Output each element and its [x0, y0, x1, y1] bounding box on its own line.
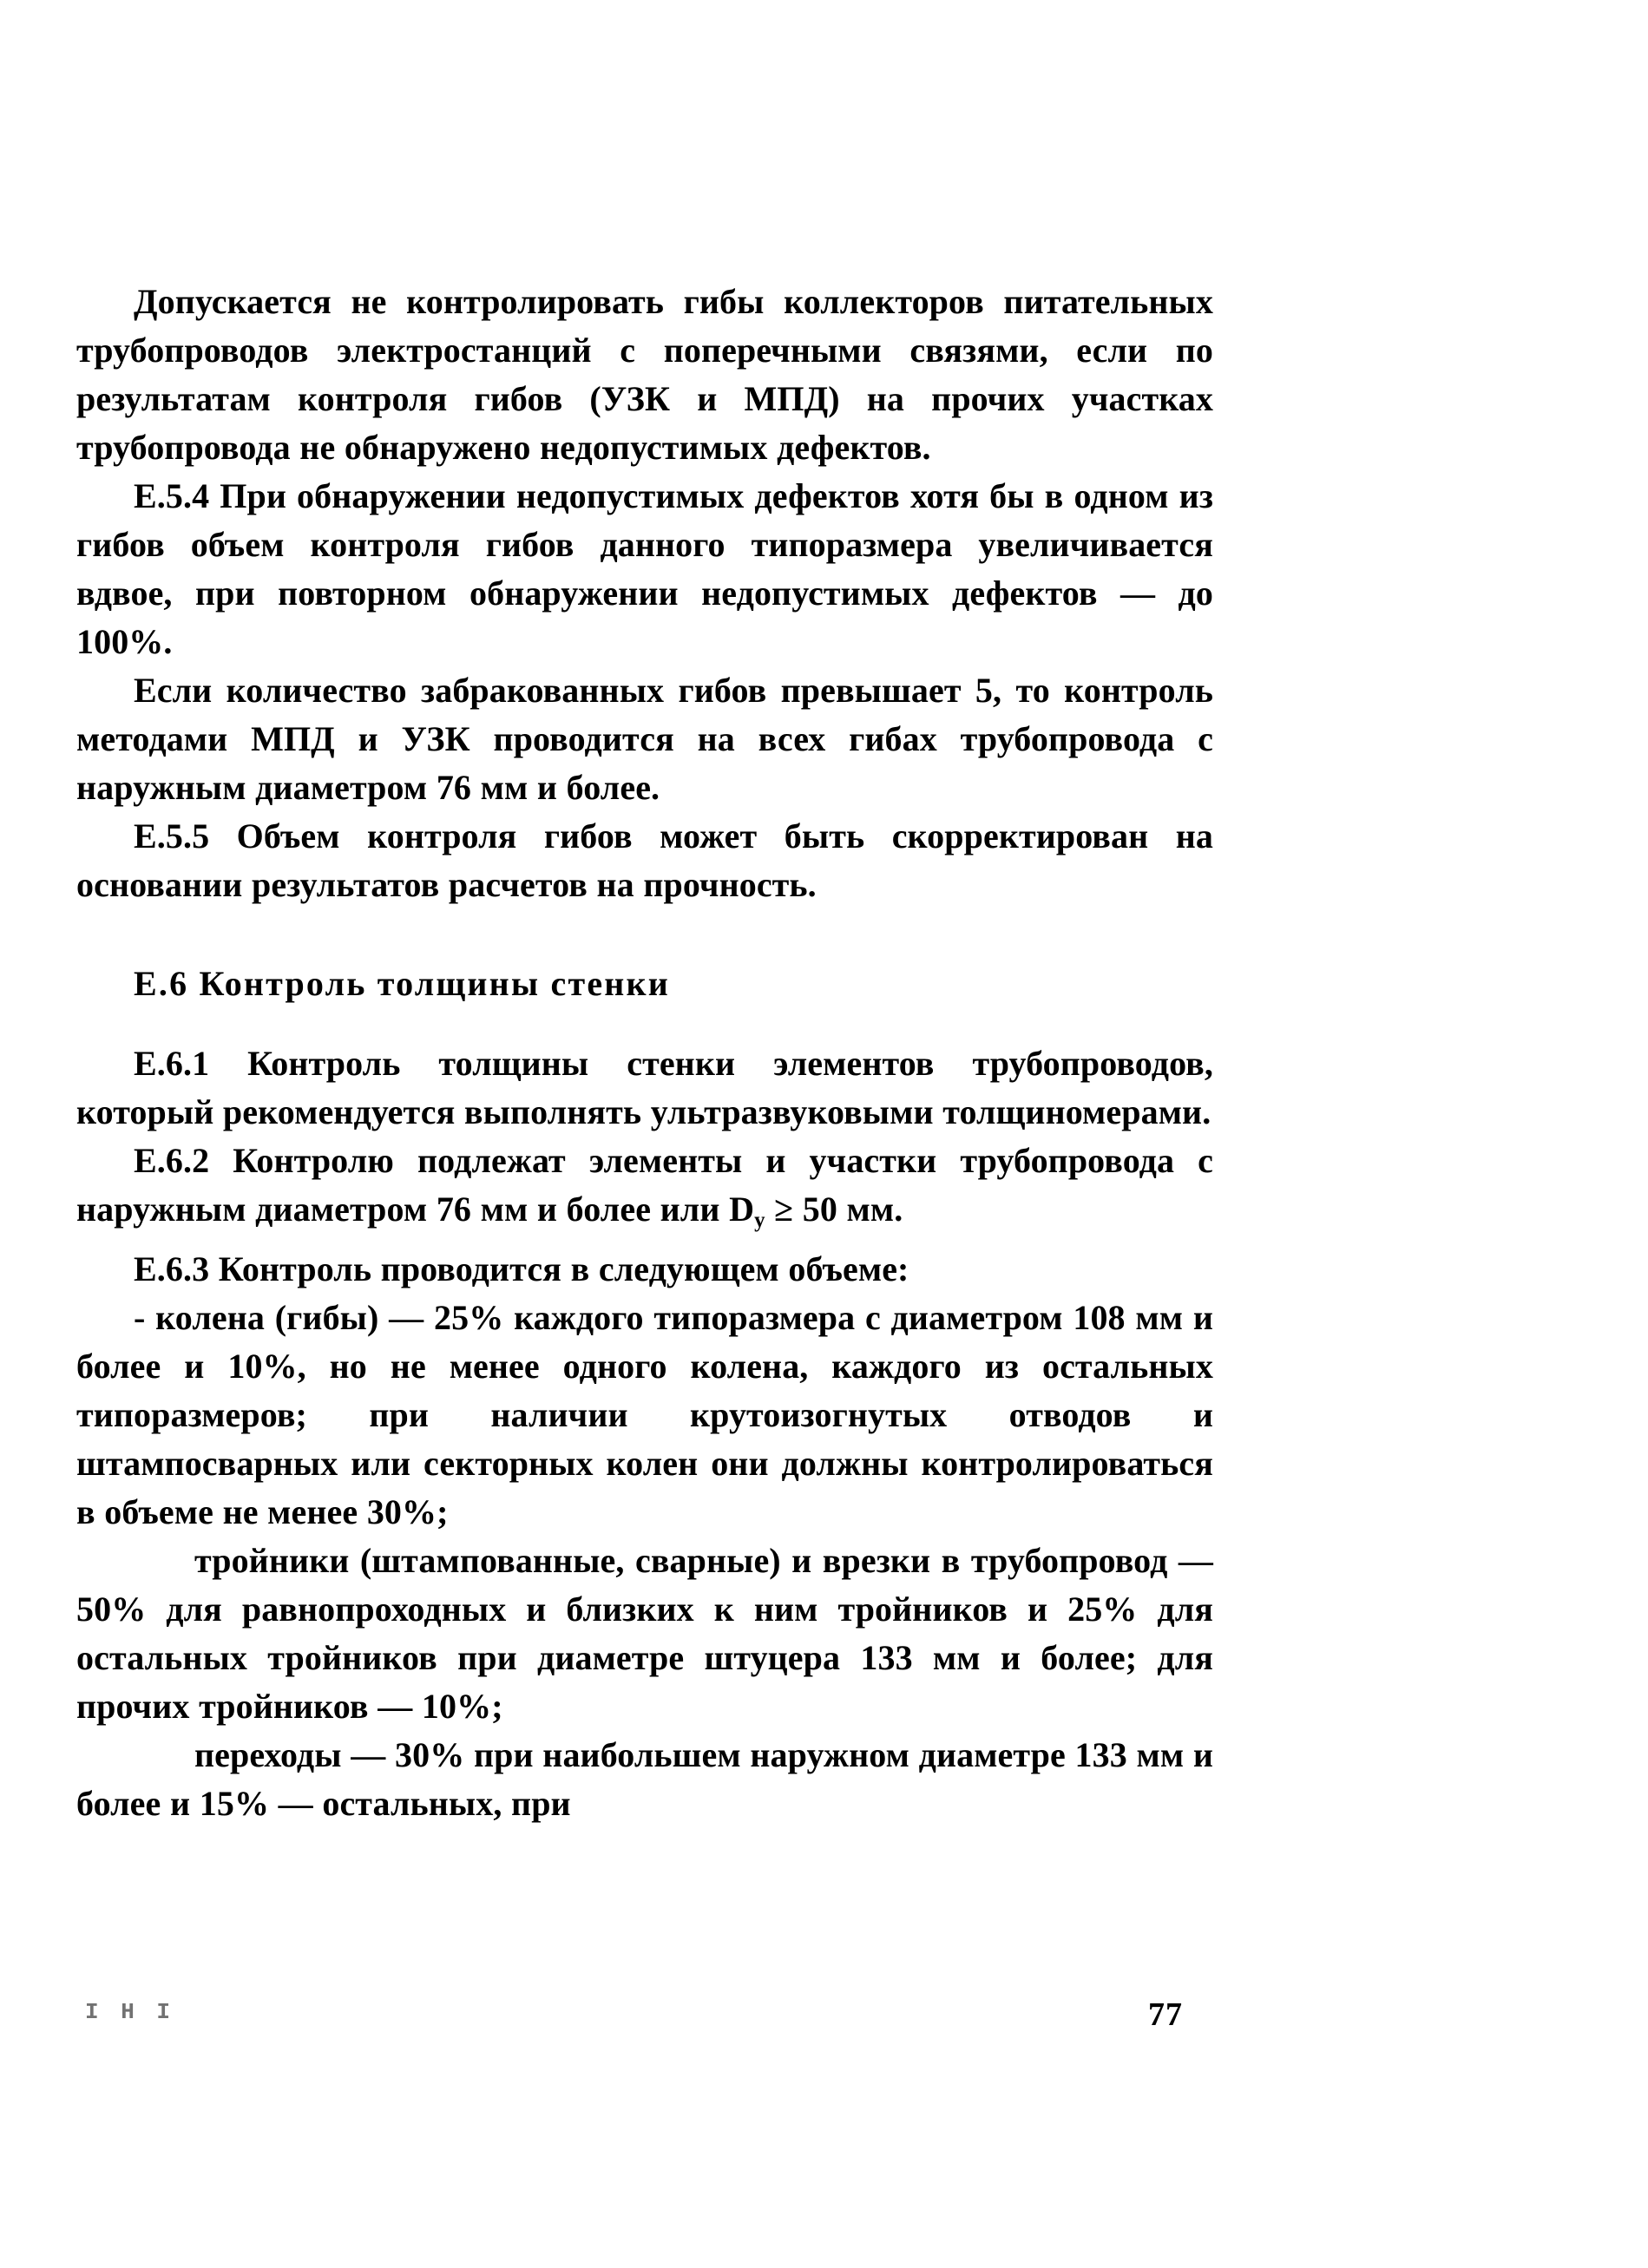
list-item-troyniki: тройники (штампованные, сварные) и врезки в трубопровод — 50% для равнопроходных и близких к ним тройников и 25% для остальных тройников при диаметре штуцера 133 мм и более; для прочих тройников — 10%; — [76, 1540, 1213, 1726]
page-text-block — [76, 278, 1213, 1828]
paragraph-e-5-5: Е.5.5 Объем контроля гибов может быть скорректирован на основании результатов расчетов на прочность. — [76, 816, 1213, 904]
spacer-before-heading — [76, 909, 1213, 960]
spacer-after-heading — [76, 1008, 1213, 1039]
page-footer — [76, 1996, 1572, 2048]
symbol-d-base: D — [729, 1190, 755, 1229]
symbol-d-subscript: у — [754, 1208, 765, 1232]
paragraph-e-6-2-text-1: Е.6.2 Контролю подлежат элементы и участки трубопровода с наружным диаметром 76 мм и более или — [76, 1141, 1213, 1229]
paragraph-e-6-2 — [76, 1137, 1213, 1245]
paragraph-e-6-1: Е.6.1 Контроль толщины стенки элементов трубопроводов, который рекомендуется выполнять ультразвуковыми толщиномерами. — [76, 1044, 1213, 1131]
list-item-perehody: переходы — 30% при наибольшем наружном диаметре 133 мм и более и 15% — остальных, при — [76, 1734, 1213, 1823]
footer-scan-artifact: I H I — [85, 1999, 175, 2025]
page-number: 77 — [1148, 1996, 1183, 2033]
symbol-d-nominal-diameter — [729, 1190, 765, 1232]
paragraph-e-6-2-text-2: ≥ 50 мм. — [765, 1190, 903, 1229]
paragraph-esli-kolichestvo: Если количество забракованных гибов превышает 5, то контроль методами МПД и УЗК проводится на всех гибах трубопровода с наружным диаметром 76 мм и более. — [76, 671, 1213, 807]
section-heading-e-6: Е.6 Контроль толщины стенки — [134, 964, 671, 1003]
paragraph-e-5-4: Е.5.4 При обнаружении недопустимых дефектов хотя бы в одном из гибов объем контроля гибов данного типоразмера увеличивается вдвое, при повторном обнаружении недопустимых дефектов — до 100%. — [76, 476, 1213, 661]
list-item-kolena: - колена (гибы) — 25% каждого типоразмера с диаметром 108 мм и более и 10%, но не менее одного колена, каждого из остальных типоразмеров; при наличии крутоизогнутых отводов и штампосварных или секторных колен они должны контролироваться в объеме не менее 30%; — [76, 1297, 1213, 1531]
paragraph-dopuskaetsya: Допускается не контролировать гибы коллекторов питательных трубопроводов электростанций с поперечными связями, если по результатам контроля гибов (УЗК и МПД) на прочих участках трубопровода не обнаружено недопустимых дефектов. — [76, 282, 1213, 467]
paragraph-e-6-3: Е.6.3 Контроль проводится в следующем объеме: — [134, 1249, 909, 1288]
